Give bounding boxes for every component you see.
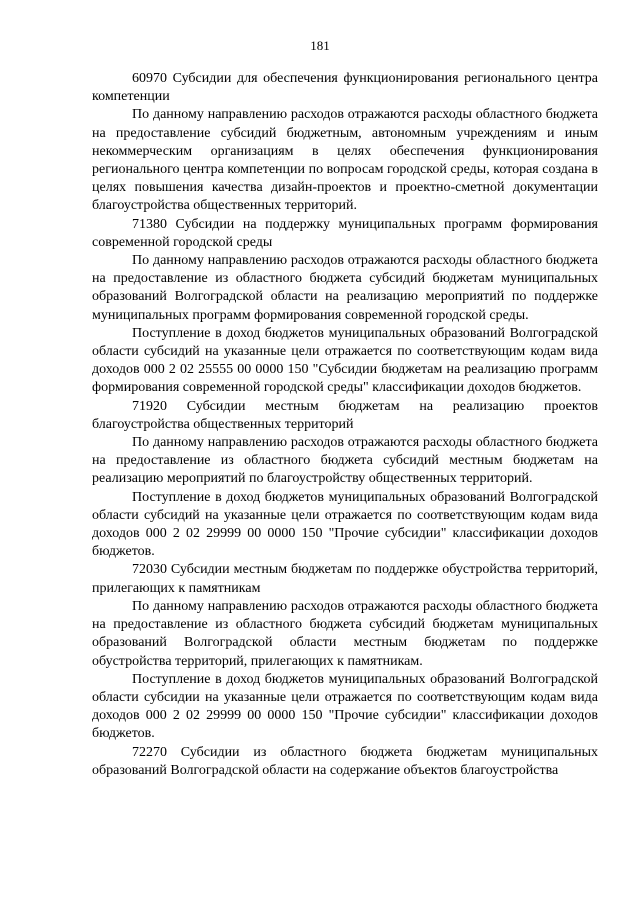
section-heading-72270: 72270 Субсидии из областного бюджета бюджетам муниципальных образований Волгоградской области на содержание объектов благоустройства [92, 744, 598, 778]
section-heading-60970: 60970 Субсидии для обеспечения функционирования регионального центра компетенции [92, 71, 598, 105]
paragraph: Поступление в доход бюджетов муниципальных образований Волгоградской области субсидий на указанные цели отражается по соответствующим кодам вида доходов 000 2 02 29999 00 0000 150 "Прочие субсидии" классификации доходов бюджетов. [92, 489, 598, 560]
page-number: 181 [310, 38, 330, 53]
paragraph: По данному направлению расходов отражаются расходы областного бюджета на предоставление из областного бюджета субсидий бюджетам муниципальных образований Волгоградской области на реализацию мероприятий по поддержке муниципальных программ формирования современной городской среды. [92, 253, 598, 323]
document-body [92, 70, 598, 780]
paragraph: По данному направлению расходов отражаются расходы областного бюджета на предоставление из областного бюджета субсидий бюджетам муниципальных образований Волгоградской области местным бюджетам по поддержке обустройства территорий, прилегающих к памятникам. [92, 598, 598, 669]
section-heading-71380: 71380 Субсидии на поддержку муниципальных программ формирования современной городской среды [92, 216, 598, 250]
paragraph: По данному направлению расходов отражаются расходы областного бюджета на предоставление субсидий бюджетным, автономным учреждениям и иным некоммерческим организациям в целях обеспечения функционирования регионального центра компетенции по вопросам городской среды, которая создана в целях повышения качества дизайн-проектов и проектно-сметной документации благоустройства общественных территорий. [92, 107, 598, 214]
section-heading-71920: 71920 Субсидии местным бюджетам на реализацию проектов благоустройства общественных территорий [92, 398, 598, 432]
paragraph: Поступление в доход бюджетов муниципальных образований Волгоградской области субсидии на указанные цели отражается по соответствующим кодам вида доходов 000 2 02 29999 00 0000 150 "Прочие субсидии" классификации доходов бюджетов. [92, 671, 598, 742]
paragraph: Поступление в доход бюджетов муниципальных образований Волгоградской области субсидий на указанные цели отражается по соответствующим кодам вида доходов 000 2 02 25555 00 0000 150 "Субсидии бюджетам на реализацию программ формирования современной городской среды" классификации доходов бюджетов. [92, 325, 598, 396]
paragraph: По данному направлению расходов отражаются расходы областного бюджета на предоставление из областного бюджета субсидий местным бюджетам на реализацию мероприятий по благоустройству общественных территорий. [92, 435, 598, 487]
section-heading-72030: 72030 Субсидии местным бюджетам по поддержке обустройства территорий, прилегающих к памятникам [92, 562, 598, 596]
